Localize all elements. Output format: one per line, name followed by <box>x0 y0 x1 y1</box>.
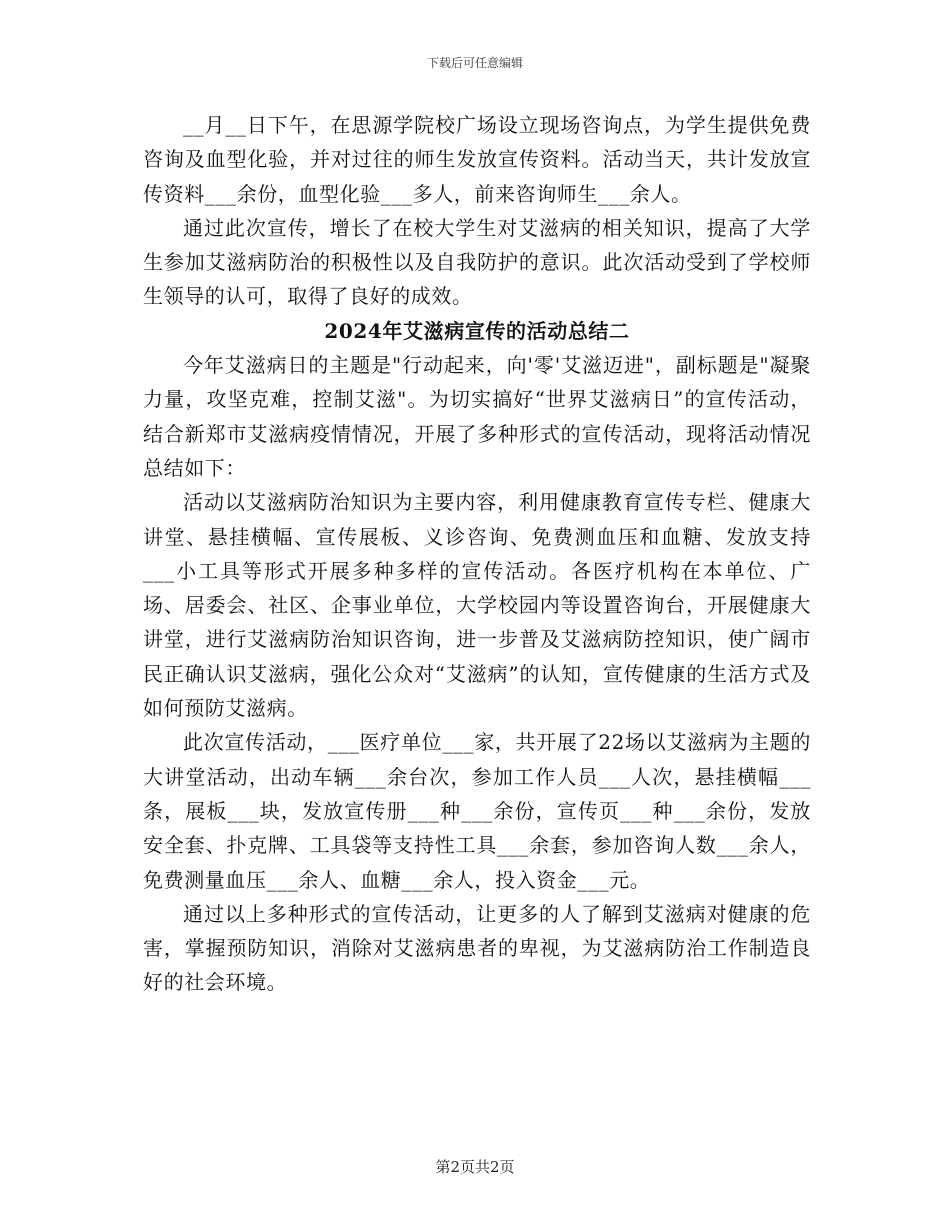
paragraph: __月__日下午，在思源学院校广场设立现场咨询点，为学生提供免费咨询及血型化验，并对过往的师生发放宣传资料。活动当天，共计发放宣传资料___余份，血型化验___多人，前来咨询师生___余人。 <box>143 113 811 206</box>
section-title: 2024年艾滋病宣传的活动总结二 <box>324 318 630 343</box>
page-number: 第2页共2页 <box>435 1158 515 1176</box>
paragraph: 通过此次宣传，增长了在校大学生对艾滋病的相关知识，提高了大学生参加艾滋病防治的积极性以及自我防护的意识。此次活动受到了学校师生领导的认可，取得了良好的成效。 <box>143 215 811 309</box>
document-body <box>143 108 811 1000</box>
paragraph: 此次宣传活动，___医疗单位___家，共开展了22场以艾滋病为主题的大讲堂活动，出动车辆___余台次，参加工作人员___人次，悬挂横幅___条，展板___块，发放宣传册___种___余份，宣传页___种___余份，发放安全套、扑克牌、工具袋等支持性工具___余套，参加咨询人数___余人，免费测量血压___余人、血糖___余人，投入资金___元。 <box>143 730 811 892</box>
paragraph: 今年艾滋病日的主题是"行动起来，向'零'艾滋迈进"，副标题是"凝聚力量，攻坚克难，控制艾滋"。为切实搞好“世界艾滋病日”的宣传活动，结合新郑市艾滋病疫情情况，开展了多种形式的宣传活动，现将活动情况总结如下： <box>143 353 811 480</box>
paragraph: 活动以艾滋病防治知识为主要内容，利用健康教育宣传专栏、健康大讲堂、悬挂横幅、宣传展板、义诊咨询、免费测血压和血糖、发放支持___小工具等形式开展多种多样的宣传活动。各医疗机构在本单位、广场、居委会、社区、企事业单位，大学校园内等设置咨询台，开展健康大讲堂，进行艾滋病防治知识咨询，进一步普及艾滋病防控知识，使广阔市民正确认识艾滋病，强化公众对“艾滋病”的认知，宣传健康的生活方式及如何预防艾滋病。 <box>143 490 811 721</box>
page-header-note: 下载后可任意编辑 <box>426 56 523 70</box>
paragraph: 通过以上多种形式的宣传活动，让更多的人了解到艾滋病对健康的危害，掌握预防知识，消除对艾滋病患者的卑视，为艾滋病防治工作制造良好的社会环境。 <box>143 901 811 995</box>
